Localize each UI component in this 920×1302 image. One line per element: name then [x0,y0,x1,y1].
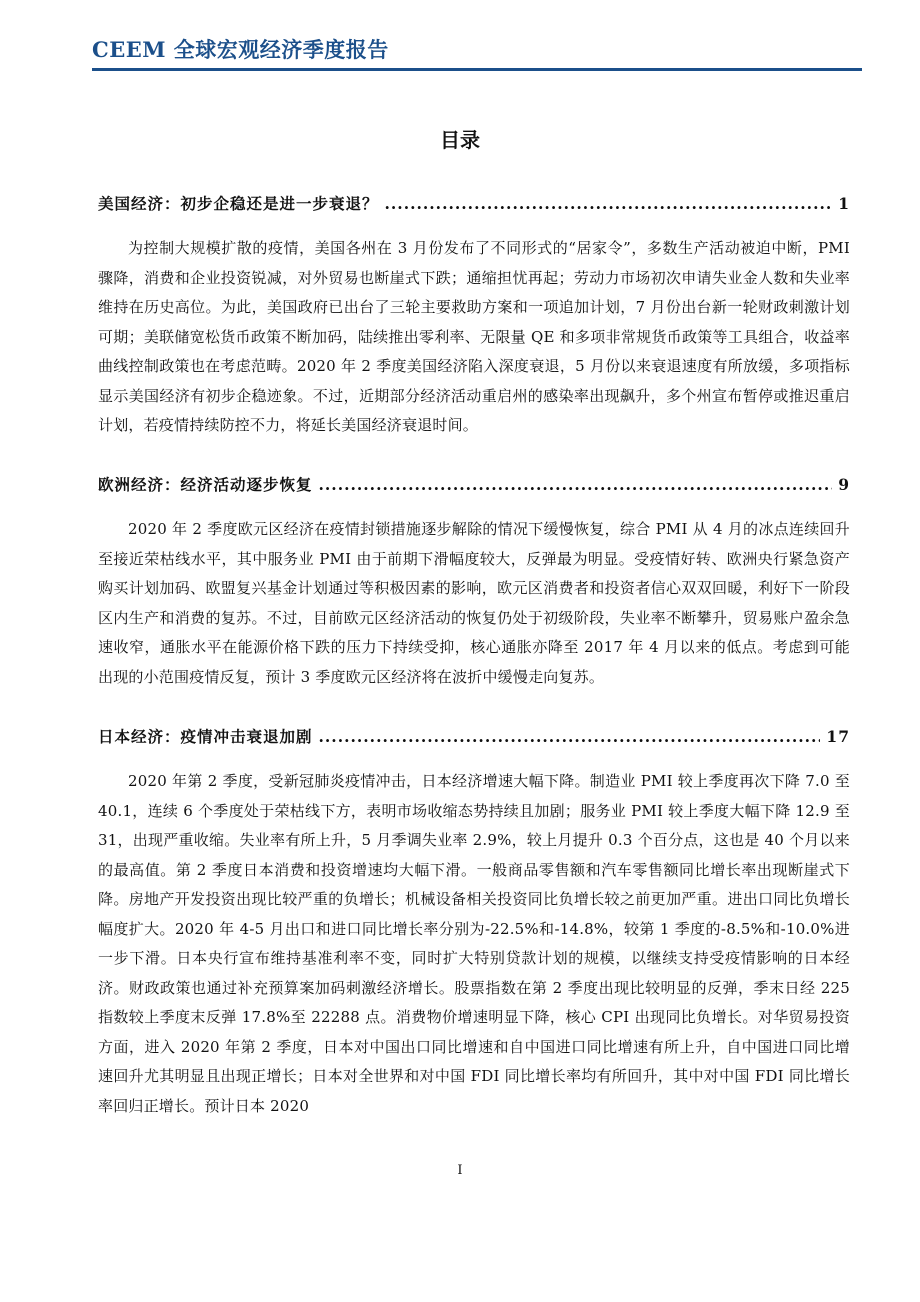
toc-heading[interactable]: 欧洲经济：经济活动逐步恢复 [98,475,313,494]
toc-entry-line[interactable] [98,473,850,495]
toc-heading[interactable]: 美国经济：初步企稳还是进一步衰退？ [98,194,379,213]
toc-entry-europe [98,473,850,692]
toc-page-number[interactable]: 17 [826,727,850,746]
toc-entry-line[interactable] [98,725,850,747]
page-footer-number: I [457,1163,463,1178]
toc-entry-japan [98,725,850,1121]
report-header [92,34,862,64]
header-divider [92,68,862,71]
toc-summary: 2020 年 2 季度欧元区经济在疫情封锁措施逐步解除的情况下缓慢恢复，综合 PMI 从 4 月的冰点连续回升至接近荣枯线水平，其中服务业 PMI 由于前期下滑幅度较大，反弹最为明显。受疫情好转、欧洲央行紧急资产购买计划加码、欧盟复兴基金计划通过等积极因素的影响，欧元区消费者和投资者信心双双回暖，利好下一阶段区内生产和消费的复苏。不过，目前欧元区经济活动的恢复仍处于初级阶段，失业率不断攀升，贸易账户盈余急速收窄，通胀水平在能源价格下跌的压力下持续受抑，核心通胀亦降至 2017 年 4 月以来的低点。考虑到可能出现的小范围疫情反复，预计 3 季度欧元区经济将在波折中缓慢走向复苏。 [98,520,850,686]
toc-entry-line[interactable] [98,192,850,214]
toc-entry-us [98,192,850,441]
toc-heading[interactable]: 日本经济：疫情冲击衰退加剧 [98,727,313,746]
toc-summary: 为控制大规模扩散的疫情，美国各州在 3 月份发布了不同形式的“居家令”，多数生产活动被迫中断，PMI 骤降，消费和企业投资锐减，对外贸易也断崖式下跌；通缩担忧再起；劳动力市场初次申请失业金人数和失业率维持在历史高位。为此，美国政府已出台了三轮主要救助方案和一项追加计划，7 月份出台新一轮财政刺激计划可期；美联储宽松货币政策不断加码，陆续推出零利率、无限量 QE 和多项非常规货币政策等工具组合，收益率曲线控制政策也在考虑范畴。2020 年 2 季度美国经济陷入深度衰退，5 月份以来衰退速度有所放缓，多项指标显示美国经济有初步企稳迹象。不过，近期部分经济活动重启州的感染率出现飙升，多个州宣布暂停或推迟重启计划，若疫情持续防控不力，将延长美国经济衰退时间。 [98,239,850,434]
dot-leader [319,475,833,494]
dot-leader [385,194,833,213]
toc-title: 目录 [440,128,480,152]
toc-page-number[interactable]: 1 [838,194,850,213]
report-title: CEEM 全球宏观经济季度报告 [92,37,389,62]
dot-leader [319,727,821,746]
toc-summary: 2020 年第 2 季度，受新冠肺炎疫情冲击，日本经济增速大幅下降。制造业 PMI 较上季度再次下降 7.0 至 40.1，连续 6 个季度处于荣枯线下方，表明市场收缩态势持续且加剧；服务业 PMI 较上季度大幅下降 12.9 至 31，出现严重收缩。失业率有所上升，5 月季调失业率 2.9%，较上月提升 0.3 个百分点，这也是 40 个月以来的最高值。第 2 季度日本消费和投资增速均大幅下滑。一般商品零售额和汽车零售额同比增长率出现断崖式下降。房地产开发投资出现比较严重的负增长；机械设备相关投资同比负增长较之前更加严重。进出口同比负增长幅度扩大。2020 年 4-5 月出口和进口同比增长率分别为-22.5%和-14.8%，较第 1 季度的-8.5%和-10.0%进一步下滑。日本央行宣布维持基准利率不变，同时扩大特别贷款计划的规模，以继续支持受疫情影响的日本经济。财政政策也通过补充预算案加码刺激经济增长。股票指数在第 2 季度出现比较明显的反弹，季末日经 225 指数较上季度末反弹 17.8%至 22288 点。消费物价增速明显下降，核心 CPI 出现同比负增长。对华贸易投资方面，进入 2020 年第 2 季度，日本对中国出口同比增速和自中国进口同比增速有所上升，自中国进口同比增速回升尤其明显且出现正增长；日本对全世界和对中国 FDI 同比增长率均有所回升，其中对中国 FDI 同比增长率回归正增长。预计日本 2020 [98,772,850,1115]
toc-page-number[interactable]: 9 [838,475,850,494]
